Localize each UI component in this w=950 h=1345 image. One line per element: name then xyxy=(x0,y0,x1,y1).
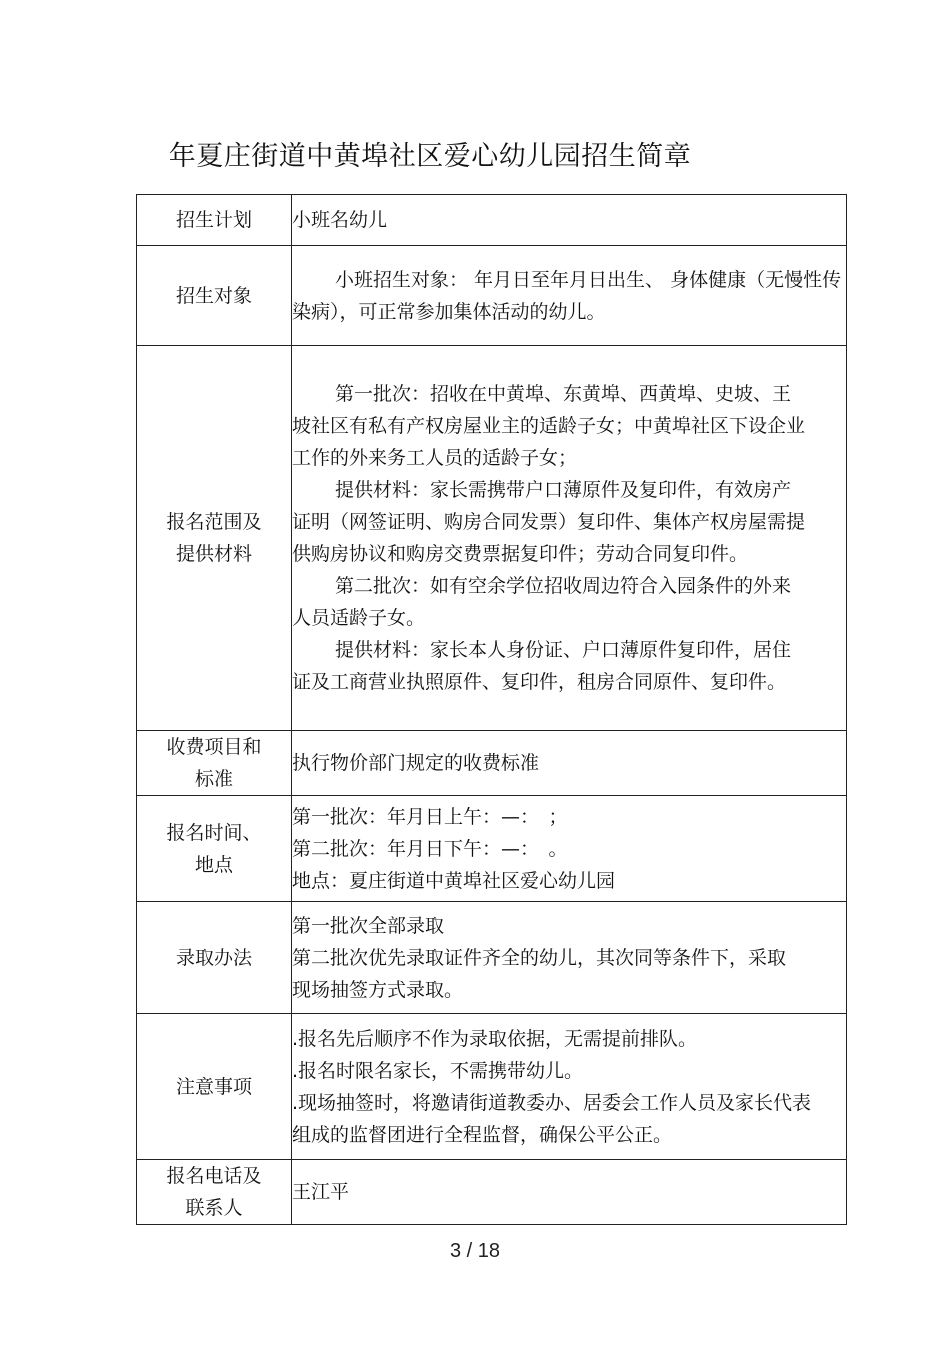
label-contact-line2: 联系人 xyxy=(185,1197,243,1219)
note-1: .报名先后顺序不作为录取依据，无需提前排队。 xyxy=(292,1027,698,1050)
enrollment-table xyxy=(136,194,847,1225)
time-batch2: 第二批次：年月日下午：—： 。 xyxy=(292,837,568,860)
content-notes xyxy=(292,1014,847,1160)
content-plan: 小班名幼儿 xyxy=(292,195,847,246)
content-target-cell xyxy=(292,246,847,346)
label-contact xyxy=(137,1160,292,1225)
row-notes xyxy=(137,1014,847,1160)
content-fees: 执行物价部门规定的收费标准 xyxy=(292,731,847,796)
time-location: 地点：夏庄街道中黄埠社区爱心幼儿园 xyxy=(292,869,616,892)
label-scope xyxy=(137,346,292,731)
label-fees xyxy=(137,731,292,796)
content-contact: 王江平 xyxy=(292,1160,847,1225)
row-scope xyxy=(137,346,847,731)
row-admission xyxy=(137,902,847,1014)
label-scope-line1: 报名范围及 xyxy=(166,511,262,533)
label-contact-line1: 报名电话及 xyxy=(166,1165,262,1187)
row-time xyxy=(137,796,847,902)
admission-batch2: 第二批次优先录取证件齐全的幼儿，其次同等条件下，采取现场抽签方式录取。 xyxy=(292,946,787,1001)
scope-batch1-materials: 提供材料：家长需携带户口薄原件及复印件，有效房产证明（网签证明、购房合同发票）复印件、集体产权房屋需提供购房协议和购房交费票据复印件；劳动合同复印件。 xyxy=(292,479,806,565)
content-target: 小班招生对象： 年月日至年月日出生、 身体健康（无慢性传染病），可正常参加集体活动的幼儿。 xyxy=(292,268,842,323)
label-admission: 录取办法 xyxy=(137,902,292,1014)
label-time xyxy=(137,796,292,902)
label-time-line1: 报名时间、 xyxy=(166,821,262,844)
note-2: .报名时限名家长，不需携带幼儿。 xyxy=(292,1059,584,1082)
row-contact xyxy=(137,1160,847,1225)
content-time xyxy=(292,796,847,902)
label-target: 招生对象 xyxy=(137,246,292,346)
row-target xyxy=(137,246,847,346)
admission-batch1: 第一批次全部录取 xyxy=(292,914,445,937)
document-title xyxy=(0,134,950,173)
label-plan: 招生计划 xyxy=(137,195,292,246)
label-time-line2: 地点 xyxy=(194,853,233,876)
time-batch1: 第一批次：年月日上午：—： ； xyxy=(292,805,568,828)
page-number: 3 / 18 xyxy=(449,1240,501,1262)
scope-batch2: 第二批次：如有空余学位招收周边符合入园条件的外来人员适龄子女。 xyxy=(292,575,792,629)
document-title-text: 年夏庄街道中黄埠社区爱心幼儿园招生简章 xyxy=(168,141,692,172)
row-plan xyxy=(137,195,847,246)
label-notes: 注意事项 xyxy=(137,1014,292,1160)
scope-batch1: 第一批次：招收在中黄埠、东黄埠、西黄埠、史坡、王坡社区有私有产权房屋业主的适龄子女；中黄埠社区下设企业工作的外来务工人员的适龄子女； xyxy=(292,383,806,469)
content-scope xyxy=(292,346,847,731)
content-admission xyxy=(292,902,847,1014)
scope-batch2-materials: 提供材料：家长本人身份证、户口薄原件复印件，居住证及工商营业执照原件、复印件，租房合同原件、复印件。 xyxy=(292,639,792,693)
label-fees-line2: 标准 xyxy=(194,768,233,790)
label-fees-line1: 收费项目和 xyxy=(166,736,262,758)
row-fees xyxy=(137,731,847,796)
label-scope-line2: 提供材料 xyxy=(175,543,252,565)
note-3: .现场抽签时，将邀请街道教委办、居委会工作人员及家长代表组成的监督团进行全程监督，确保公平公正。 xyxy=(292,1091,812,1146)
